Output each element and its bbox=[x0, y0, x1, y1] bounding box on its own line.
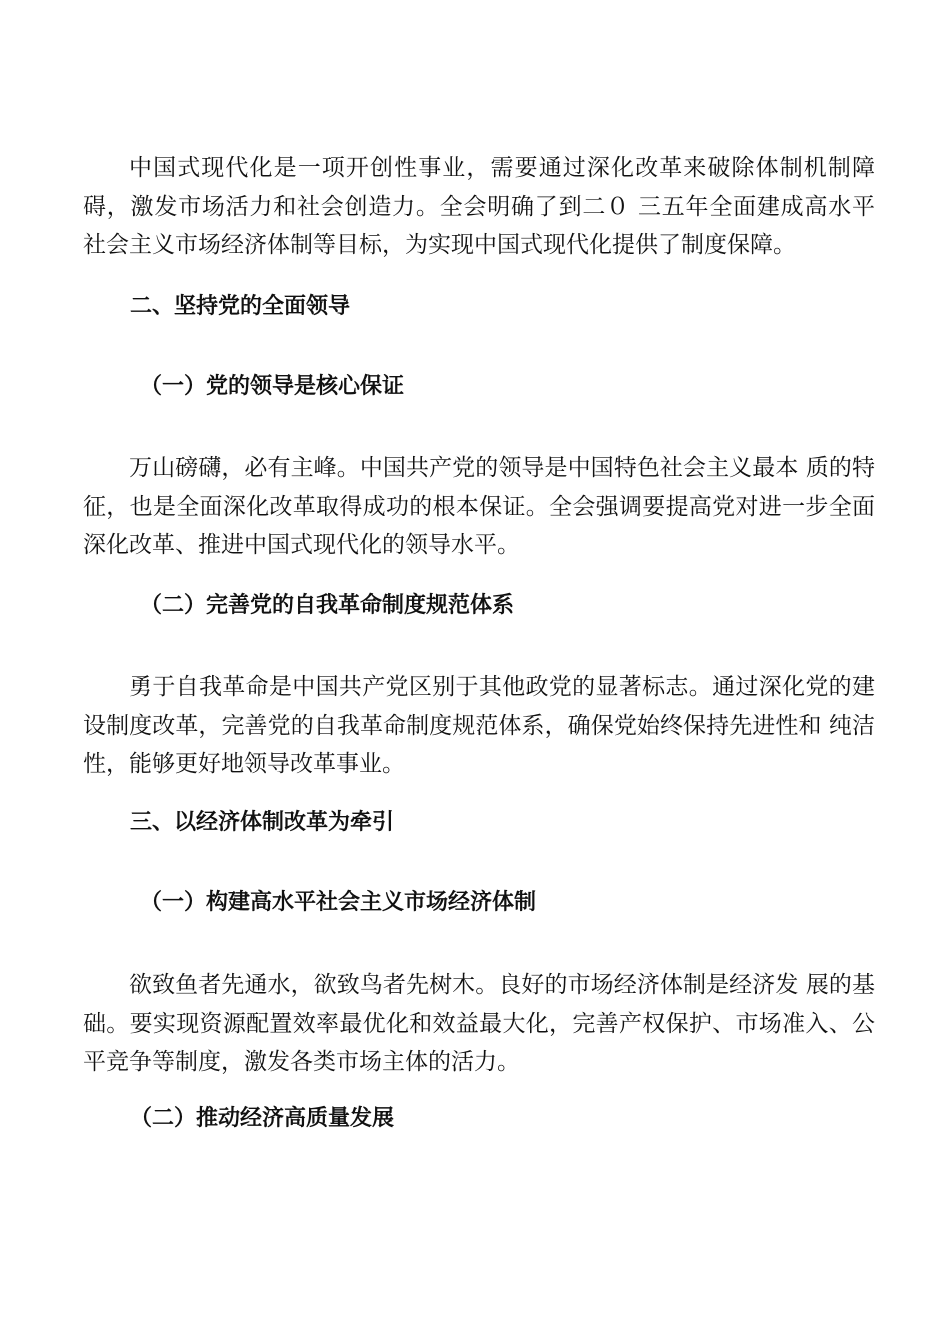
paragraph-self-revolution: 勇于自我革命是中国共产党区别于其他政党的显著标志。通过深化党的建设制度改革，完善党的自我革命制度规范体系，确保党始终保持先进性和 纯洁性，能够更好地领导改革事业。 bbox=[83, 674, 875, 777]
paragraph-modernization: 中国式现代化是一项开创性事业，需要通过深化改革来破除体制机制障碍，激发市场活力和社会创造力。全会明确了到二０ 三五年全面建成高水平 社会主义市场经济体制等目标，为实现中国式现代化提供了制度保障。 bbox=[83, 155, 875, 258]
section-heading-party-leadership: 二、坚持党的全面领导 bbox=[130, 294, 351, 319]
subsection-heading-market-economy: （一）构建高水平社会主义市场经济体制 bbox=[140, 890, 537, 915]
subsection-heading-high-quality-development: （二）推动经济高质量发展 bbox=[130, 1106, 395, 1131]
subsection-heading-core-guarantee: （一）党的领导是核心保证 bbox=[140, 374, 405, 399]
subsection-heading-self-revolution: （二）完善党的自我革命制度规范体系 bbox=[140, 593, 515, 618]
section-heading-economic-reform: 三、以经济体制改革为牵引 bbox=[130, 810, 395, 835]
paragraph-market-economy: 欲致鱼者先通水，欲致鸟者先树木。良好的市场经济体制是经济发 展的基础。要实现资源配置效率最优化和效益最大化，完善产权保护、市场准入、公平竞争等制度，激发各类市场主体的活力。 bbox=[83, 972, 875, 1075]
paragraph-party-leadership: 万山磅礴，必有主峰。中国共产党的领导是中国特色社会主义最本 质的特征，也是全面深化改革取得成功的根本保证。全会强调要提高党对进一步全面深化改革、推进中国式现代化的领导水平。 bbox=[83, 455, 875, 558]
